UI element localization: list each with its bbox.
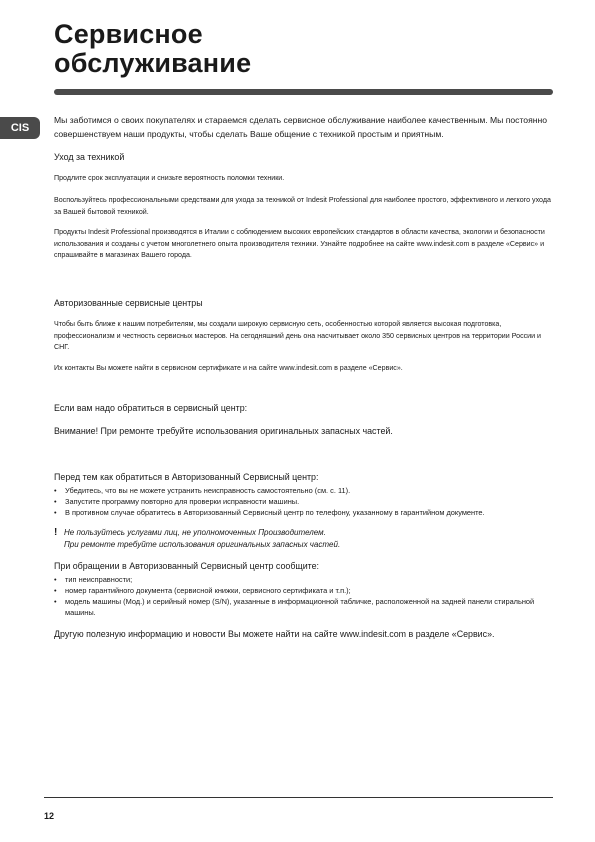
footer-info-paragraph: Другую полезную информацию и новости Вы можете найти на сайте www.indesit.com в разделе «Сервис». <box>54 629 495 640</box>
page-title-line-2: обслуживание <box>54 48 252 78</box>
language-tab: CIS <box>0 117 40 139</box>
warning-block <box>54 527 553 550</box>
care-paragraph-2: Воспользуйтесь профессиональными средствами для ухода за техникой от Indesit Professional для наиболее простого, эффективного и легкого ухода за Вашей бытовой техникой. <box>54 196 551 216</box>
warning-text <box>64 527 340 550</box>
warning-icon: ! <box>54 527 58 539</box>
page-title-line-1: Сервисное <box>54 19 203 49</box>
care-paragraph-1: Продлите срок эксплуатации и снизьте вероятность поломки техники. <box>54 174 285 182</box>
attention-line: Внимание! При ремонте требуйте использования оригинальных запасных частей. <box>54 426 393 437</box>
care-paragraph-3: Продукты Indesit Professional производятся в Италии с соблюдением высоких европейских стандартов в области качества, экологии и безопасности использования и созданы с учетом многолетнего опыта производителя техники. Узнайте подробнее на сайте www.indesit.com в разделе «Сервис» и спрашивайте в магазинах Вашего города. <box>54 228 545 260</box>
care-heading: Уход за техникой <box>54 152 125 162</box>
before-heading: Перед тем как обратиться в Авторизованный Сервисный центр: <box>54 472 319 483</box>
report-heading: При обращении в Авторизованный Сервисный центр сообщите: <box>54 561 320 572</box>
centers-paragraph-1: Чтобы быть ближе к нашим потребителям, мы создали широкую сервисную сеть, особенностью которой является высокая подготовка, профессионализм и честность сервисных мастеров. На сегодняшний день она насчитывает около 350 сервисных центров на территории России и СНГ. <box>54 320 542 352</box>
page-number: 12 <box>44 811 55 821</box>
contact-line: Если вам надо обратиться в сервисный центр: <box>54 403 248 414</box>
warning-line-2: При ремонте требуйте использования оригинальных запасных частей. <box>64 539 341 549</box>
page-title <box>54 20 534 78</box>
footer-divider <box>44 797 553 798</box>
centers-paragraph-2: Их контакты Вы можете найти в сервисном сертификате и на сайте www.indesit.com в разделе «Сервис». <box>54 363 403 372</box>
before-list <box>54 485 553 518</box>
list-item: • модель машины (Мод.) и серийный номер (S/N), указанные в информационной табличке, расположенной на задней панели стиральной машины. <box>54 596 553 618</box>
list-item: • тип неисправности; <box>54 574 553 585</box>
intro-paragraph: Мы заботимся о своих покупателях и стараемся сделать сервисное обслуживание наиболее качественным. Мы постоянно совершенствуем наши продукты, чтобы сделать Ваше общение с техникой простым и приятным. <box>54 115 548 139</box>
list-item: • Запустите программу повторно для проверки исправности машины. <box>54 496 553 507</box>
report-list <box>54 574 553 618</box>
warning-line-1: Не пользуйтесь услугами лиц, не уполномоченных Производителем. <box>64 528 326 538</box>
title-underline <box>54 89 553 95</box>
centers-heading: Авторизованные сервисные центры <box>54 298 203 309</box>
main-content <box>54 113 553 641</box>
list-item: • номер гарантийного документа (сервисной книжки, сервисного сертификата и т.п.); <box>54 585 553 596</box>
list-item: • В противном случае обратитесь в Авторизованный Сервисный центр по телефону, указанному в гарантийном документе. <box>54 507 553 518</box>
list-item: • Убедитесь, что вы не можете устранить неисправность самостоятельно (см. с. 11). <box>54 485 553 496</box>
